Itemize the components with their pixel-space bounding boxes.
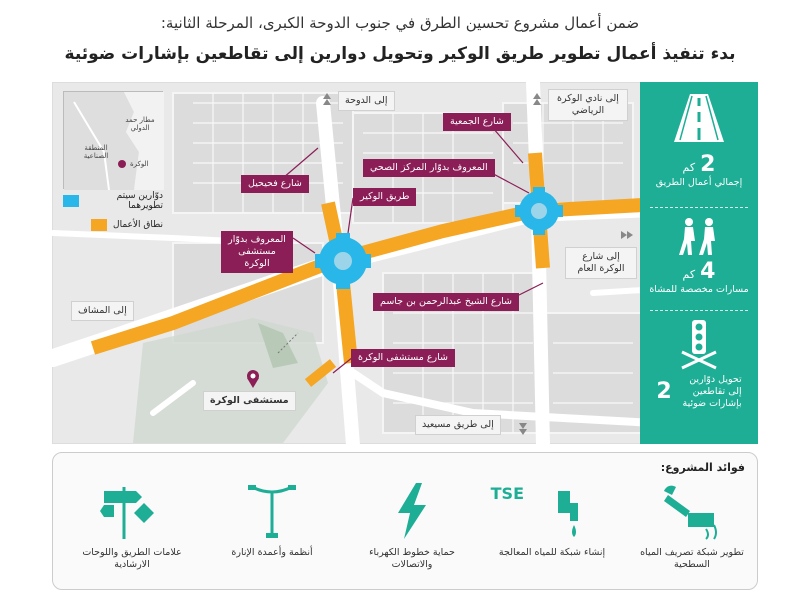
lightning-icon (380, 481, 444, 541)
direction-mashaf: إلى المشاف (71, 301, 134, 321)
benefit-drainage (637, 481, 747, 572)
drainage-icon (660, 481, 724, 541)
inset-map (63, 91, 163, 189)
stat-number: 2 (656, 379, 672, 405)
benefit-label: إنشاء شبكة للمياه المعالجة (498, 547, 606, 558)
legend-item (63, 219, 163, 231)
stat-roundabout-conversion (640, 374, 758, 410)
callout-hospital-roundabout: المعروف بدوّار مستشفى الوكرة (221, 231, 293, 273)
benefit-electric (357, 481, 467, 572)
street-light-icon (240, 481, 304, 541)
legend-label: نطاق الأعمال (113, 220, 163, 230)
callout-jameia: شارع الجمعية (443, 113, 511, 131)
benefit-label: تطوير شبكة تصريف المياه السطحية (640, 547, 744, 571)
direction-mesaieed: إلى طريق مسيعيد (415, 415, 501, 435)
benefit-label: حماية خطوط الكهرباء والاتصالات (369, 547, 455, 571)
road-icon (672, 92, 726, 144)
direction-doha: إلى الدوحة (338, 91, 395, 111)
road-sign-icon (100, 481, 164, 541)
stat-unit: كم (682, 268, 696, 281)
stat-description: إجمالي أعمال الطريق (655, 177, 743, 188)
benefit-tse (490, 481, 607, 559)
inset-label-airport: مطار حمد الدولي (125, 116, 155, 132)
benefit-label: علامات الطريق واللوحات الارشادية (82, 547, 182, 571)
stat-description: تحويل دوّارين إلى تقاطعين بإشارات ضوئية (682, 374, 742, 409)
legend (63, 191, 163, 239)
callout-wakrah-road: طريق الوكير (353, 188, 416, 206)
stats-panel (640, 82, 758, 444)
benefit-label: أنظمة وأعمدة الإنارة (231, 547, 313, 558)
legend-swatch-roundabout (63, 195, 79, 207)
page-title: بدء تنفيذ أعمال تطوير طريق الوكير وتحويل دوارين إلى تقاطعين بإشارات ضوئية (64, 44, 736, 64)
stat-number: 4 (700, 259, 716, 284)
stat-unit: كم (682, 161, 696, 174)
pedestrians-icon (674, 217, 724, 257)
legend-label: دوّارين سيتم تطويرهما (116, 191, 163, 211)
direction-wakrah-club: إلى نادي الوكرة الرياضي (548, 89, 628, 121)
tse-text: TSE (490, 484, 524, 503)
stat-pedestrian-paths (640, 259, 758, 296)
stat-number: 2 (700, 152, 716, 177)
arrow-right-icon (621, 231, 633, 239)
subtitle: ضمن أعمال مشروع تحسين الطرق في جنوب الدوحة الكبرى، المرحلة الثانية: (160, 14, 640, 32)
benefits-title: فوائد المشروع: (660, 461, 745, 474)
benefit-lighting (217, 481, 327, 559)
benefits-section (52, 452, 758, 590)
inset-label-wakrah: الوكرة (130, 160, 149, 168)
legend-swatch-works (91, 219, 107, 231)
inset-label-industrial: المنطقة الصناعية (83, 144, 109, 160)
direction-wakrah-main: إلى شارع الوكرة العام (565, 247, 637, 279)
divider (650, 310, 748, 311)
tse-icon (490, 481, 584, 541)
callout-fahd: شارع فحيحيل (241, 175, 309, 193)
hospital-label: مستشفى الوكرة (203, 391, 296, 411)
legend-item (63, 191, 163, 211)
divider (650, 207, 748, 208)
callout-hospital-street: شارع مستشفى الوكرة (351, 349, 455, 367)
benefit-signs (77, 481, 187, 572)
callout-sheikh: شارع الشيخ عبدالرحمن بن جاسم (373, 293, 519, 311)
traffic-light-icon (678, 318, 720, 370)
stat-description: مسارات مخصصة للمشاة (649, 284, 749, 295)
stat-road-length (640, 152, 758, 189)
callout-health-center: المعروف بدوّار المركز الصحي (363, 159, 495, 177)
